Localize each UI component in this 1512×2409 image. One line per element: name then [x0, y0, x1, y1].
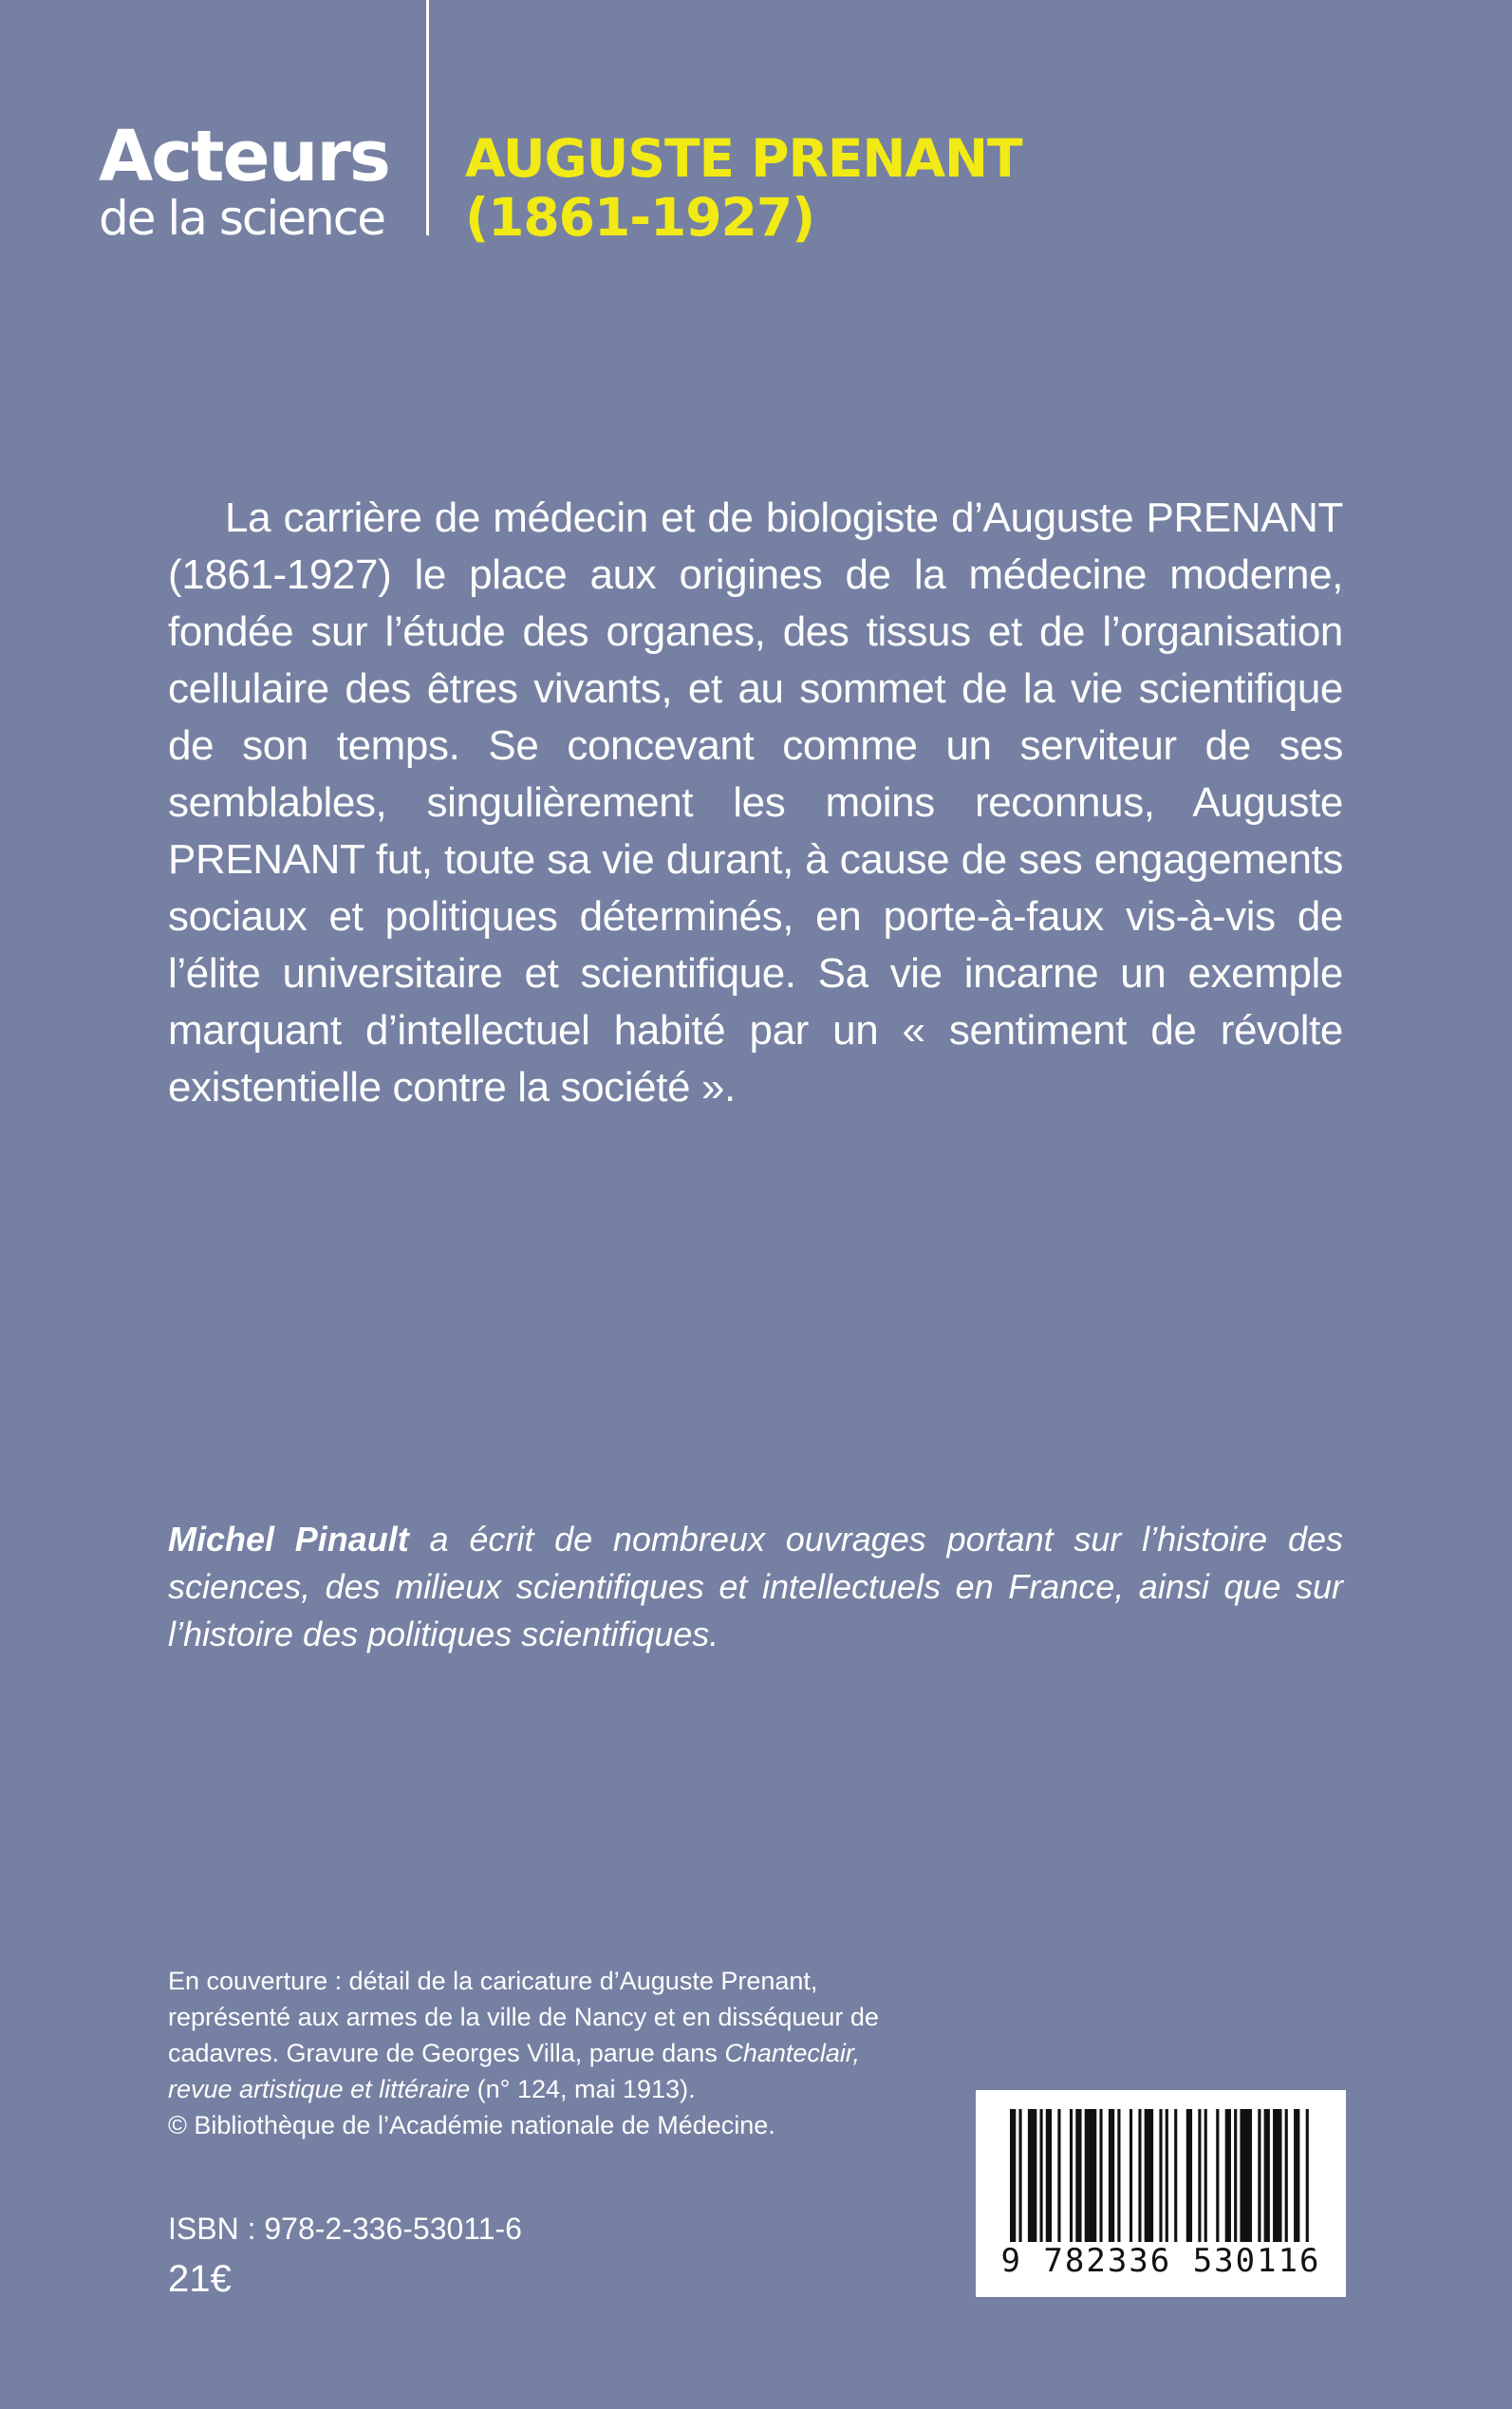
- barcode-bar: [1075, 2109, 1081, 2242]
- barcode-bar: [1258, 2109, 1260, 2242]
- barcode-bar: [1174, 2109, 1177, 2242]
- barcode-bar: [1273, 2109, 1281, 2242]
- barcode-bar: [1204, 2109, 1207, 2242]
- barcode-bar: [1225, 2109, 1231, 2242]
- barcode-bars: [1010, 2109, 1312, 2242]
- barcode-digits: 9 782336 530116: [1000, 2242, 1321, 2280]
- barcode-bar: [1109, 2109, 1114, 2242]
- isbn-label: ISBN : 978-2-336-53011-6: [168, 2212, 522, 2246]
- barcode-bar: [1046, 2109, 1052, 2242]
- barcode-bar: [1138, 2109, 1141, 2242]
- series-logo: [99, 116, 412, 246]
- cover-credits-text: En couverture : détail de la caricature d’Auguste Prenant, représenté aux armes de la ville de Nancy et en disséqueur de cadavres. Gravure de Georges Villa, parue dans: [168, 1967, 879, 2067]
- barcode-bar: [1145, 2109, 1153, 2242]
- author-bio: [168, 1516, 1343, 1658]
- cover-credits: [168, 1963, 889, 2143]
- book-title: [465, 129, 1129, 247]
- barcode-bar: [1234, 2109, 1237, 2242]
- series-name-sub: de la science: [99, 191, 384, 246]
- cover-credits-issue: (n° 124, mai 1913).: [470, 2075, 696, 2103]
- author-name: Michel Pinault: [168, 1520, 409, 1559]
- barcode-bar: [1028, 2109, 1036, 2242]
- barcode-bar: [1306, 2109, 1309, 2242]
- cover-credits-copyright: © Bibliothèque de l’Académie nationale de Médecine.: [168, 2111, 775, 2139]
- barcode-bar: [1198, 2109, 1201, 2242]
- barcode-bar: [1240, 2109, 1252, 2242]
- barcode-bar: [1010, 2109, 1016, 2242]
- barcode-bar: [1085, 2109, 1097, 2242]
- barcode-bar: [1117, 2109, 1120, 2242]
- barcode: [976, 2090, 1346, 2297]
- barcode-bar: [1129, 2109, 1132, 2242]
- author-bio-text: a écrit de nombreux ouvrages portant sur l’histoire des sciences, des milieux scientifiques et intellectuels en France, ainsi que sur l’histoire des politiques scientifiques.: [168, 1520, 1343, 1653]
- series-name-main: Acteurs: [99, 116, 389, 197]
- header-divider-line: [426, 0, 429, 235]
- book-blurb: La carrière de médecin et de biologiste d’Auguste PRENANT (1861-1927) le place aux origines de la médecine moderne, fondée sur l’étude des organes, des tissus et de l’organisation cellulaire des êtres vivants, et au sommet de la vie scientifique de son temps. Se concevant comme un serviteur de ses semblables, singulièrement les moins reconnus, Auguste PRENANT fut, toute sa vie durant, à cause de ses engagements sociaux et politiques déterminés, en porte-à-faux vis-à-vis de l’élite universitaire et scientifique. Sa vie incarne un exemple marquant d’intellectuel habité par un « sentiment de révolte existentielle contre la société ».: [168, 495, 1343, 1111]
- barcode-bar: [1216, 2109, 1219, 2242]
- barcode-bar: [1186, 2109, 1192, 2242]
- barcode-bar: [1018, 2109, 1021, 2242]
- book-title-dates: (1861-1927): [465, 187, 815, 248]
- price-label: 21€: [168, 2258, 232, 2300]
- barcode-bar: [1294, 2109, 1299, 2242]
- barcode-bar: [1285, 2109, 1288, 2242]
- barcode-bar: [1039, 2109, 1042, 2242]
- barcode-bar: [1070, 2109, 1073, 2242]
- barcode-bar: [1166, 2109, 1168, 2242]
- barcode-bar: [1099, 2109, 1102, 2242]
- book-title-name: AUGUSTE PRENANT: [465, 128, 1022, 189]
- barcode-bar: [1264, 2109, 1270, 2242]
- barcode-bar: [1159, 2109, 1162, 2242]
- cover-credits-journal: Chanteclair, revue artistique et littéraire: [168, 2039, 860, 2103]
- barcode-bar: [1057, 2109, 1060, 2242]
